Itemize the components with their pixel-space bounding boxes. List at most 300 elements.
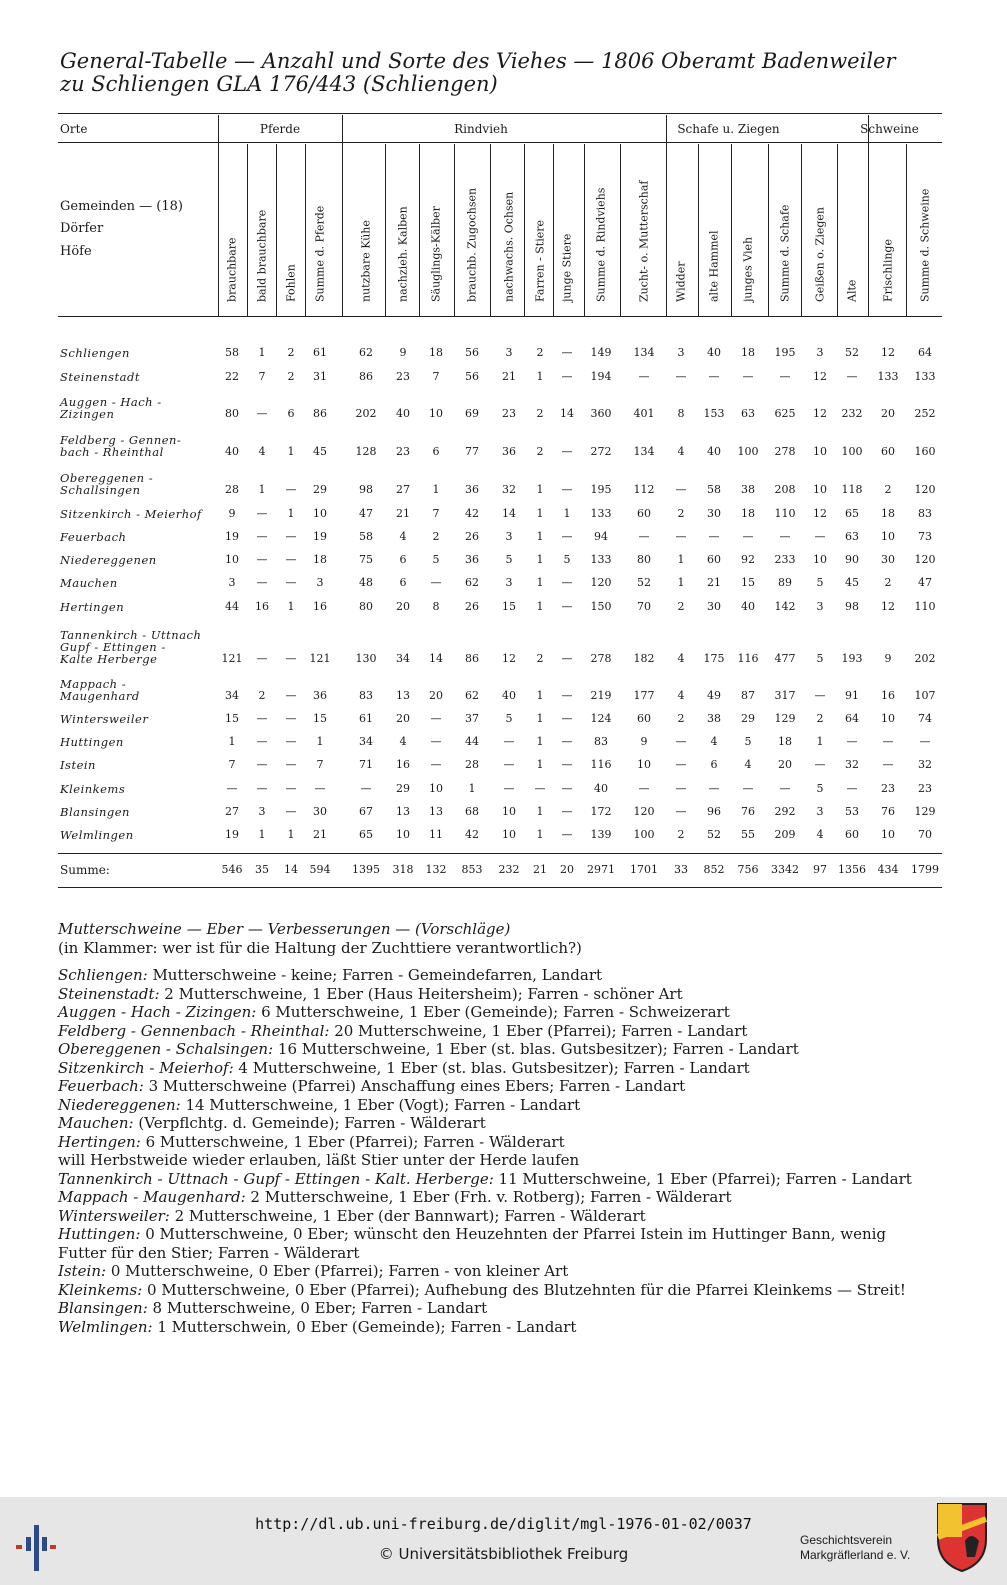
table-cell: 546 — [221, 863, 243, 876]
table-cell: — — [742, 530, 754, 543]
table-cell: 20 — [560, 863, 574, 876]
table-cell: 20 — [778, 758, 792, 771]
table-cell: 56 — [465, 370, 479, 383]
column-header — [733, 150, 763, 315]
table-cell: 1 — [536, 805, 544, 818]
table-cell: 193 — [841, 652, 863, 665]
table-cell: 317 — [774, 689, 796, 702]
table-cell: 34 — [396, 652, 410, 665]
note-place: Feldberg - Gennenbach - Rheinthal: — [58, 1021, 330, 1040]
table-cell: 134 — [633, 445, 655, 458]
table-cell: 80 — [637, 553, 651, 566]
table-cell: 77 — [465, 445, 479, 458]
table-cell: 7 — [432, 370, 440, 383]
table-cell: — — [779, 530, 791, 543]
table-cell: 852 — [703, 863, 725, 876]
table-cell: 29 — [313, 483, 327, 496]
table-cell: — — [285, 652, 297, 665]
table-rule — [58, 142, 942, 143]
table-cell: 33 — [674, 863, 688, 876]
column-header-label: alte Hammel — [707, 230, 721, 302]
note-text: 2 Mutterschweine, 1 Eber (Haus Heitersheim); Farren - schöner Art — [159, 984, 683, 1003]
table-cell: 4 — [677, 652, 685, 665]
column-header-label: Farren - Stiere — [533, 219, 547, 302]
table-cell: 3 — [505, 346, 513, 359]
table-cell: 38 — [707, 712, 721, 725]
table-cell: 11 — [429, 828, 443, 841]
table-cell: 19 — [225, 530, 239, 543]
table-cell: 49 — [707, 689, 721, 702]
table-cell: 23 — [502, 407, 516, 420]
table-cell: 96 — [707, 805, 721, 818]
table-cell: 132 — [425, 863, 447, 876]
note-place: Hertingen: — [58, 1132, 141, 1151]
column-header — [388, 150, 418, 315]
place-name: Obereggenen - Schallsingen — [60, 471, 154, 497]
table-cell: 70 — [637, 600, 651, 613]
column-header — [629, 150, 659, 315]
table-cell: 63 — [845, 530, 859, 543]
title-line-2: zu Schliengen GLA 176/443 (Schliengen) — [60, 72, 498, 96]
table-cell: 112 — [633, 483, 655, 496]
table-cell: — — [256, 652, 268, 665]
table-cell: 40 — [396, 407, 410, 420]
note-text: 16 Mutterschweine, 1 Eber (st. blas. Gutsbesitzer); Farren - Landart — [273, 1040, 799, 1058]
table-cell: 160 — [914, 445, 936, 458]
column-header — [457, 150, 487, 315]
hoefe-label: Höfe — [60, 244, 92, 259]
note-place: Blansingen: — [58, 1299, 148, 1317]
table-cell: 73 — [918, 530, 932, 543]
table-cell: — — [814, 689, 826, 702]
table-cell: — — [360, 782, 372, 795]
table-cell: 2 — [884, 576, 892, 589]
table-cell: — — [430, 576, 442, 589]
table-cell: 44 — [225, 600, 239, 613]
table-cell: 18 — [741, 346, 755, 359]
place-name: Tannenkirch - Uttnach Gupf - Ettingen - Kalte Herberge — [60, 628, 202, 666]
note-entry — [58, 1170, 938, 1189]
table-cell: 60 — [881, 445, 895, 458]
table-cell: 434 — [877, 863, 899, 876]
table-cell: — — [675, 735, 687, 748]
table-cell: — — [846, 735, 858, 748]
table-cell: 97 — [813, 863, 827, 876]
table-cell: 6 — [710, 758, 718, 771]
table-cell: 36 — [465, 483, 479, 496]
table-cell: — — [256, 758, 268, 771]
table-cell: 6 — [399, 553, 407, 566]
table-cell: 2 — [677, 600, 685, 613]
table-cell: 129 — [914, 805, 936, 818]
group-header: Pferde — [259, 122, 301, 136]
note-text: will Herbstweide wieder erlauben, läßt Stier unter der Herde laufen — [58, 1151, 580, 1169]
table-cell: — — [285, 689, 297, 702]
note-place: Tannenkirch - Uttnach - Gupf - Ettingen - Kalt. Herberge: — [58, 1169, 494, 1188]
note-text: 2 Mutterschweine, 1 Eber (der Bannwart); Farren - Wälderart — [169, 1206, 646, 1225]
table-cell: 16 — [313, 600, 327, 613]
table-cell: — — [814, 758, 826, 771]
table-cell: 40 — [741, 600, 755, 613]
table-cell: 32 — [918, 758, 932, 771]
table-cell: — — [256, 576, 268, 589]
table-cell: 1 — [677, 553, 685, 566]
table-cell: 40 — [594, 782, 608, 795]
table-cell: 252 — [914, 407, 936, 420]
footer-bar — [0, 1497, 1007, 1585]
table-cell: — — [430, 758, 442, 771]
table-cell: — — [675, 483, 687, 496]
table-cell: 594 — [309, 863, 331, 876]
table-cell: 76 — [741, 805, 755, 818]
table-cell: 32 — [502, 483, 516, 496]
note-entry — [58, 1225, 938, 1262]
table-cell: — — [675, 530, 687, 543]
note-text: 0 Mutterschweine, 0 Eber (Pfarrei); Farren - von kleiner Art — [106, 1262, 569, 1280]
table-cell: 12 — [813, 507, 827, 520]
table-cell: 3 — [816, 600, 824, 613]
column-header-label: Summe d. Pferde — [313, 205, 327, 302]
table-cell: 21 — [396, 507, 410, 520]
column-header — [837, 150, 867, 315]
table-cell: 75 — [359, 553, 373, 566]
table-cell: — — [675, 782, 687, 795]
table-cell: — — [846, 782, 858, 795]
column-divider — [906, 144, 907, 316]
place-name: Niedereggenen — [60, 553, 157, 567]
place-name: Schliengen — [60, 346, 130, 360]
table-cell: 47 — [359, 507, 373, 520]
table-cell: 130 — [355, 652, 377, 665]
table-cell: 133 — [914, 370, 936, 383]
table-cell: 1701 — [630, 863, 658, 876]
table-cell: 219 — [590, 689, 612, 702]
table-cell: 120 — [914, 553, 936, 566]
table-cell: 40 — [707, 346, 721, 359]
table-cell: — — [561, 530, 573, 543]
table-cell: 10 — [881, 828, 895, 841]
table-cell: 5 — [744, 735, 752, 748]
table-cell: 9 — [640, 735, 648, 748]
table-cell: 1 — [258, 483, 266, 496]
table-cell: 172 — [590, 805, 612, 818]
table-cell: 16 — [396, 758, 410, 771]
table-cell: 48 — [359, 576, 373, 589]
table-cell: 1 — [536, 530, 544, 543]
table-cell: 150 — [590, 600, 612, 613]
table-cell: — — [314, 782, 326, 795]
table-cell: — — [430, 735, 442, 748]
column-header — [586, 150, 616, 315]
column-header-label: brauchbare — [225, 237, 239, 302]
note-entry — [58, 1096, 938, 1115]
table-cell: — — [638, 782, 650, 795]
table-cell: — — [561, 652, 573, 665]
table-cell: 1 — [228, 735, 236, 748]
table-cell: 60 — [637, 507, 651, 520]
table-cell: 10 — [881, 530, 895, 543]
table-cell: 2 — [677, 712, 685, 725]
column-header — [873, 150, 903, 315]
group-header: Schafe u. Ziegen — [677, 122, 780, 136]
table-cell: 27 — [396, 483, 410, 496]
table-cell: 42 — [465, 507, 479, 520]
note-entry — [58, 1281, 938, 1300]
table-cell: 23 — [396, 370, 410, 383]
table-cell: 1 — [536, 758, 544, 771]
table-cell: — — [285, 553, 297, 566]
table-cell: — — [708, 370, 720, 383]
table-cell: 86 — [465, 652, 479, 665]
table-cell: 6 — [287, 407, 295, 420]
table-cell: — — [430, 712, 442, 725]
table-cell: — — [919, 735, 931, 748]
table-cell: 28 — [225, 483, 239, 496]
table-cell: 182 — [633, 652, 655, 665]
table-cell: — — [285, 782, 297, 795]
table-cell: — — [779, 782, 791, 795]
table-cell: 2 — [536, 652, 544, 665]
table-cell: 292 — [774, 805, 796, 818]
note-entry — [58, 1262, 938, 1281]
table-cell: — — [561, 735, 573, 748]
note-place: Mauchen: — [58, 1114, 134, 1132]
note-entry — [58, 1059, 938, 1078]
table-cell: 9 — [884, 652, 892, 665]
table-cell: 175 — [703, 652, 725, 665]
table-cell: 18 — [778, 735, 792, 748]
table-cell: 5 — [816, 576, 824, 589]
note-text: Mutterschweine - keine; Farren - Gemeindefarren, Landart — [147, 966, 603, 984]
table-cell: 20 — [881, 407, 895, 420]
table-cell: 58 — [225, 346, 239, 359]
table-cell: 91 — [845, 689, 859, 702]
table-rule — [58, 887, 942, 888]
table-cell: — — [742, 782, 754, 795]
table-cell: 1 — [432, 483, 440, 496]
table-cell: 7 — [316, 758, 324, 771]
table-cell: 23 — [881, 782, 895, 795]
note-place: Welmlingen: — [58, 1317, 153, 1336]
table-cell: 5 — [816, 652, 824, 665]
column-header — [525, 150, 555, 315]
table-cell: 1 — [287, 828, 295, 841]
table-cell: 60 — [707, 553, 721, 566]
table-cell: 13 — [429, 805, 443, 818]
table-cell: 2 — [287, 346, 295, 359]
table-cell: 13 — [396, 805, 410, 818]
table-cell: 22 — [225, 370, 239, 383]
table-cell: — — [561, 600, 573, 613]
table-cell: 8 — [432, 600, 440, 613]
table-cell: 1 — [536, 600, 544, 613]
table-cell: 42 — [465, 828, 479, 841]
table-cell: 100 — [737, 445, 759, 458]
table-cell: 4 — [816, 828, 824, 841]
table-cell: 10 — [813, 445, 827, 458]
table-cell: 401 — [633, 407, 655, 420]
column-header — [666, 150, 696, 315]
column-divider — [454, 144, 455, 316]
table-cell: 36 — [313, 689, 327, 702]
table-cell: — — [561, 689, 573, 702]
table-cell: 318 — [392, 863, 414, 876]
table-cell: 278 — [590, 652, 612, 665]
column-divider — [419, 144, 420, 316]
table-cell: 27 — [225, 805, 239, 818]
table-cell: 1 — [816, 735, 824, 748]
table-cell: 74 — [918, 712, 932, 725]
table-cell: — — [285, 758, 297, 771]
table-cell: 10 — [225, 553, 239, 566]
table-cell: 124 — [590, 712, 612, 725]
note-place: Steinenstadt: — [58, 984, 160, 1003]
table-cell: 2 — [536, 445, 544, 458]
table-cell: 110 — [914, 600, 936, 613]
table-cell: 8 — [677, 407, 685, 420]
column-header-label: junge Stiere — [560, 233, 574, 302]
column-header-label: Summe d. Schweine — [918, 188, 932, 302]
table-cell: 10 — [429, 782, 443, 795]
table-cell: 5 — [563, 553, 571, 566]
place-name: Mauchen — [60, 576, 118, 590]
source-url-link[interactable]: http://dl.ub.uni-freiburg.de/diglit/mgl-1976-01-02/0037 — [255, 1515, 752, 1533]
note-entry — [58, 1022, 938, 1041]
table-cell: 5 — [505, 553, 513, 566]
place-name: Feuerbach — [60, 530, 127, 544]
column-header-label: nachzieh. Kalben — [396, 206, 410, 302]
table-cell: 153 — [703, 407, 725, 420]
table-cell: 12 — [813, 407, 827, 420]
table-cell: 40 — [707, 445, 721, 458]
column-header-label: nutzbare Kühe — [359, 220, 373, 302]
table-cell: 23 — [396, 445, 410, 458]
table-cell: 3 — [677, 346, 685, 359]
column-header — [494, 150, 524, 315]
note-text: 2 Mutterschweine, 1 Eber (Frh. v. Rotberg); Farren - Wälderart — [245, 1188, 732, 1206]
table-cell: 118 — [841, 483, 863, 496]
column-header-label: bald brauchbare — [255, 209, 269, 302]
table-cell: 15 — [741, 576, 755, 589]
table-cell: — — [256, 530, 268, 543]
table-cell: — — [638, 370, 650, 383]
column-header-label: Frischlinge — [881, 239, 895, 302]
table-cell: 15 — [225, 712, 239, 725]
note-text: 0 Mutterschweine, 0 Eber (Pfarrei); Aufhebung des Blutzehnten für die Pfarrei Kleinkems — Streit! — [142, 1280, 906, 1299]
table-cell: — — [561, 828, 573, 841]
table-cell: 15 — [502, 600, 516, 613]
table-cell: 756 — [737, 863, 759, 876]
table-cell: 129 — [774, 712, 796, 725]
table-cell: 45 — [845, 576, 859, 589]
table-cell: — — [285, 735, 297, 748]
column-header — [217, 150, 247, 315]
note-text: (Verpflchtg. d. Gemeinde); Farren - Wälderart — [133, 1114, 486, 1132]
table-cell: — — [226, 782, 238, 795]
table-cell: 1 — [536, 576, 544, 589]
table-cell: 10 — [502, 828, 516, 841]
notes-heading: Mutterschweine — Eber — Verbesserungen — (Vorschläge) — [58, 920, 511, 938]
table-cell: 10 — [637, 758, 651, 771]
place-name: Feldberg - Gennen- bach - Rheinthal — [60, 433, 182, 459]
table-cell: 56 — [465, 346, 479, 359]
note-place: Auggen - Hach - Zizingen: — [58, 1003, 257, 1021]
column-divider — [584, 144, 585, 316]
table-cell: 1 — [258, 346, 266, 359]
table-cell: 94 — [594, 530, 608, 543]
table-cell: 1 — [287, 445, 295, 458]
table-cell: 10 — [429, 407, 443, 420]
coat-of-arms-icon — [935, 1501, 989, 1573]
column-divider — [385, 144, 386, 316]
table-cell: — — [285, 530, 297, 543]
table-cell: — — [742, 370, 754, 383]
table-cell: 209 — [774, 828, 796, 841]
table-cell: 1 — [536, 828, 544, 841]
table-cell: 10 — [813, 553, 827, 566]
table-cell: 3 — [258, 805, 266, 818]
table-cell: 5 — [816, 782, 824, 795]
table-cell: 133 — [590, 507, 612, 520]
note-entry — [58, 1003, 938, 1022]
note-place: Wintersweiler: — [58, 1206, 170, 1225]
note-place: Kleinkems: — [58, 1280, 143, 1299]
table-cell: 80 — [359, 600, 373, 613]
table-cell: 83 — [359, 689, 373, 702]
table-cell: 194 — [590, 370, 612, 383]
table-cell: 2 — [258, 689, 266, 702]
column-divider — [342, 115, 343, 316]
table-cell: 12 — [881, 346, 895, 359]
table-cell: 100 — [633, 828, 655, 841]
table-cell: 60 — [637, 712, 651, 725]
table-cell: — — [675, 370, 687, 383]
table-cell: — — [638, 530, 650, 543]
table-cell: 121 — [309, 652, 331, 665]
note-place: Niedereggenen: — [58, 1095, 181, 1114]
gemeinden-label: Gemeinden — (18) — [60, 199, 183, 214]
table-cell: 18 — [313, 553, 327, 566]
table-cell: 10 — [502, 805, 516, 818]
table-cell: 4 — [744, 758, 752, 771]
table-cell: 19 — [313, 530, 327, 543]
place-name: Welmlingen — [60, 828, 134, 842]
table-cell: 2 — [677, 507, 685, 520]
table-cell: 3 — [505, 530, 513, 543]
group-header: Schweine — [860, 122, 919, 136]
table-cell: 14 — [284, 863, 298, 876]
column-header-label: nachwachs. Ochsen — [502, 191, 516, 302]
table-cell: 29 — [396, 782, 410, 795]
table-cell: — — [561, 576, 573, 589]
note-entry — [58, 1114, 938, 1133]
table-cell: 19 — [225, 828, 239, 841]
table-cell: 45 — [313, 445, 327, 458]
table-cell: 1 — [258, 828, 266, 841]
table-cell: 1 — [563, 507, 571, 520]
table-cell: 92 — [741, 553, 755, 566]
table-cell: 1 — [536, 735, 544, 748]
table-cell: 98 — [845, 600, 859, 613]
sum-label: Summe: — [60, 863, 110, 877]
column-header-label: junges Vieh — [741, 236, 755, 302]
table-cell: 20 — [429, 689, 443, 702]
note-entry — [58, 1077, 938, 1096]
table-cell: 853 — [461, 863, 483, 876]
table-cell: 98 — [359, 483, 373, 496]
table-cell: 4 — [399, 530, 407, 543]
table-cell: 232 — [498, 863, 520, 876]
